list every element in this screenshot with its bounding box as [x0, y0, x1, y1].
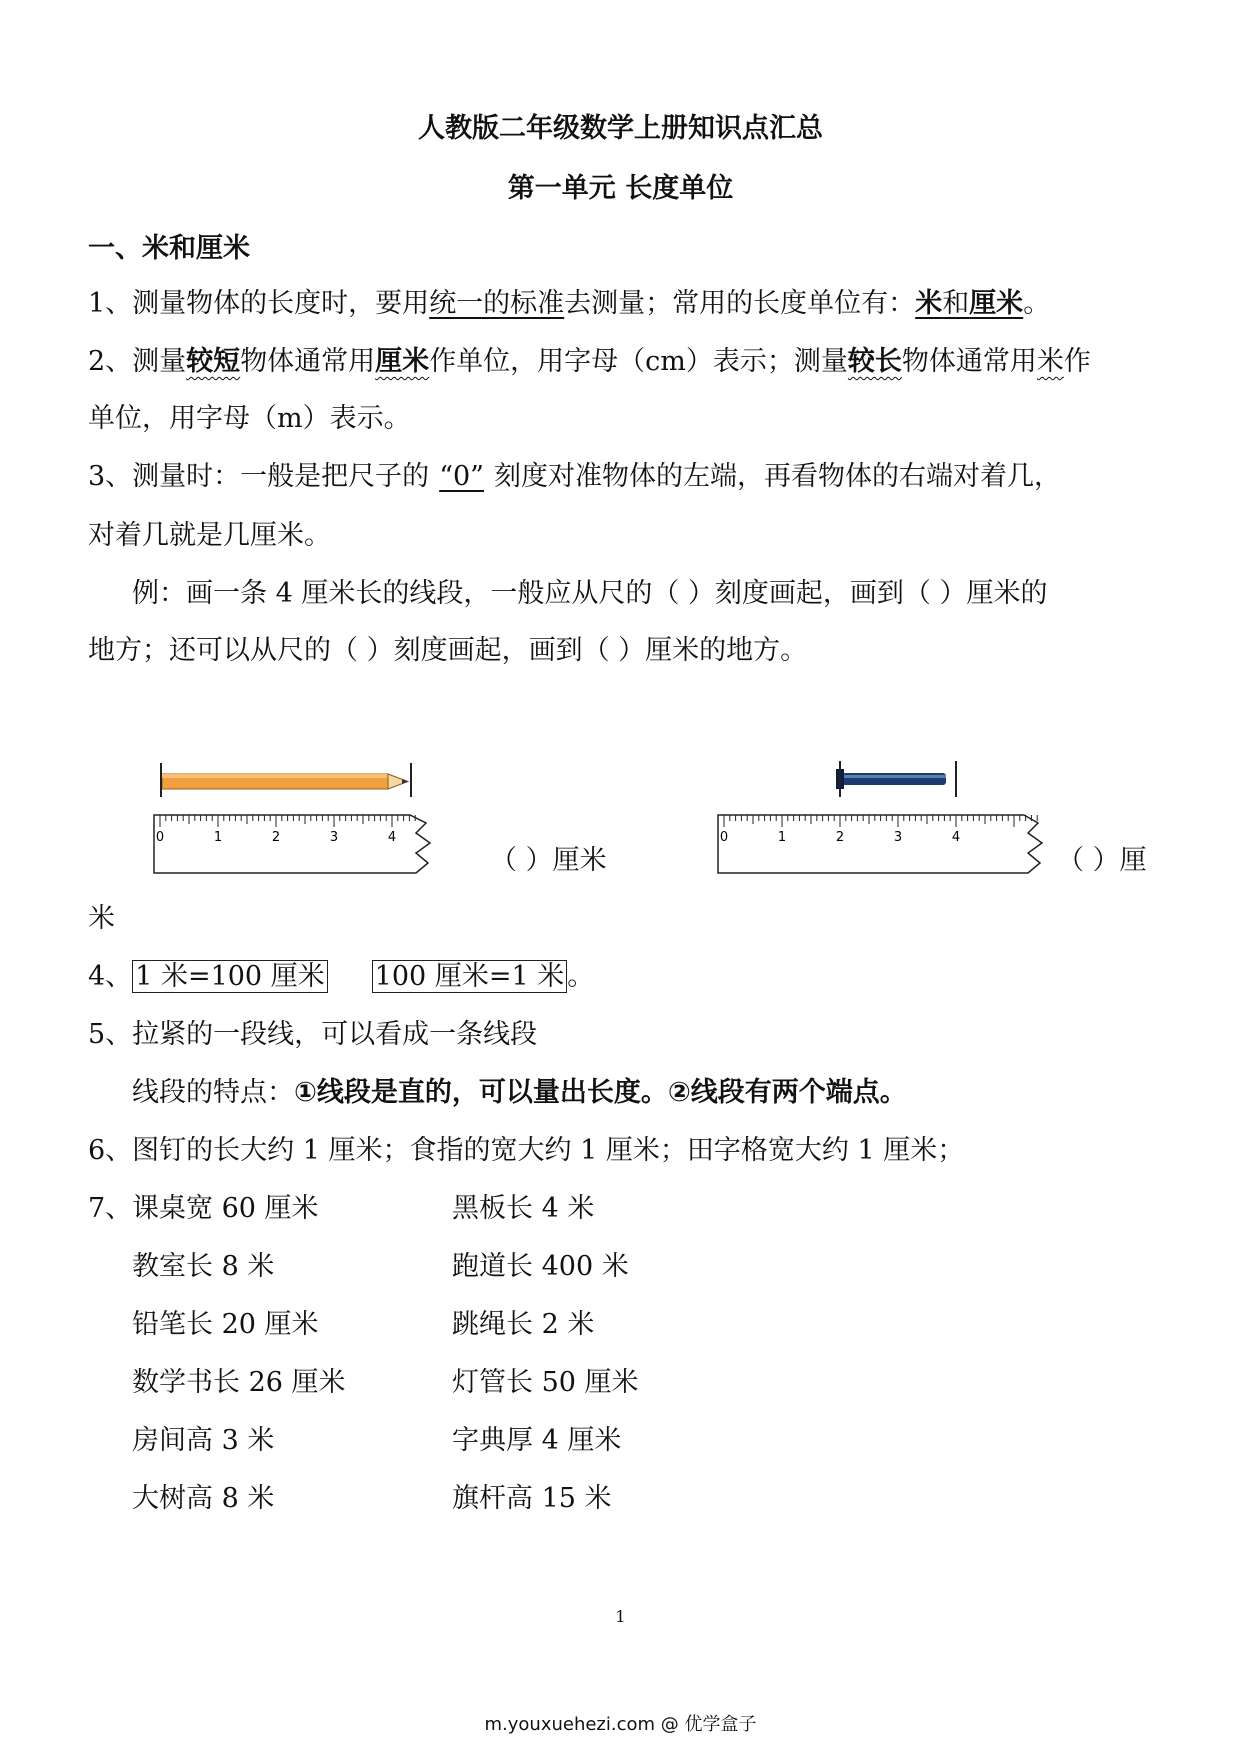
example-line-2: 地方；还可以从尺的（ ）刻度画起，画到（ ）厘米的地方。: [88, 635, 808, 666]
nail-image: [836, 761, 956, 797]
ruler-figure-right: [708, 757, 1048, 875]
document-title: 人教版二年级数学上册知识点汇总: [418, 113, 823, 144]
unit-title: 第一单元 长度单位: [507, 173, 734, 204]
item-2-e: 作: [1063, 346, 1091, 377]
ruler-right-tick-label-2: 2: [835, 830, 845, 845]
footer-watermark: m.youxuehezi.com @ 优学盒子: [484, 1714, 757, 1735]
item-6: 6、图钉的长大约 1 厘米；食指的宽大约 1 厘米；田字格宽大约 1 厘米；: [88, 1135, 965, 1166]
ruler-right-tick-label-4: 4: [951, 830, 961, 845]
item-2-short: 较短: [186, 346, 241, 377]
item-1-mid: 去测量；常用的长度单位有：: [564, 288, 916, 319]
item-4: [88, 960, 594, 994]
item-1-prefix: 1、测量物体的长度时，要用: [88, 288, 430, 319]
segment-features: ①线段是直的，可以量出长度。②线段有两个端点。: [294, 1077, 907, 1108]
item-7-left-1: 教室长 8 米: [132, 1251, 275, 1282]
example-line-1: 例：画一条 4 厘米长的线段，一般应从尺的（ ）刻度画起，画到（ ）厘米的: [132, 578, 1048, 609]
item-2-line-2: 单位，用字母（m）表示。: [88, 403, 411, 434]
item-2-centimeter: 厘米: [375, 346, 430, 377]
item-7-left-0: 课桌宽 60 厘米: [132, 1193, 319, 1224]
conversion-box-1: 1 米=100 厘米: [132, 960, 328, 993]
item-7-right-3: 灯管长 50 厘米: [452, 1367, 639, 1398]
item-7-right-4: 字典厚 4 厘米: [452, 1425, 622, 1456]
item-7-left-2: 铅笔长 20 厘米: [132, 1309, 319, 1340]
item-7-right-2: 跳绳长 2 米: [452, 1309, 595, 1340]
item-5-line-1: 5、拉紧的一段线，可以看成一条线段: [88, 1019, 538, 1050]
item-1-unit-meter: 米: [915, 288, 943, 319]
item-7-prefix: 7、: [88, 1193, 133, 1224]
pencil-image: [161, 763, 411, 797]
item-1-end: 。: [1023, 288, 1051, 319]
page-number: 1: [615, 1607, 626, 1626]
segment-features-label: 线段的特点：: [132, 1077, 294, 1108]
item-4-end: 。: [567, 961, 595, 992]
item-3-a: 3、测量时：一般是把尺子的: [88, 461, 430, 492]
item-3-line-2: 对着几就是几厘米。: [88, 520, 331, 551]
answer-wrap: 米: [88, 903, 115, 934]
section-heading: 一、米和厘米: [88, 233, 250, 264]
item-2-d: 物体通常用: [901, 346, 1037, 377]
ruler-left: [154, 815, 430, 873]
item-2-long: 较长: [847, 346, 902, 377]
ruler-right-tick-label-3: 3: [893, 830, 903, 845]
item-1-underlined: 统一的标准: [429, 288, 565, 319]
ruler-figure-left: [150, 757, 470, 875]
item-2-a: 2、测量: [88, 346, 187, 377]
ruler-left-tick-label-3: 3: [329, 830, 339, 845]
ruler-left-tick-label-1: 1: [213, 830, 223, 845]
ruler-left-tick-label-2: 2: [271, 830, 281, 845]
item-1: [88, 287, 1050, 321]
ruler-right-tick-label-0: 0: [719, 830, 729, 845]
item-7-right-5: 旗杆高 15 米: [452, 1483, 612, 1514]
ruler-left-tick-label-0: 0: [155, 830, 165, 845]
item-7-right-1: 跑道长 400 米: [452, 1251, 629, 1282]
item-3-b: 刻度对准物体的左端，再看物体的右端对着几，: [493, 461, 1061, 492]
right-ruler-answer: （ ）厘: [1057, 845, 1147, 876]
item-7-left-5: 大树高 8 米: [132, 1483, 275, 1514]
conversion-box-2: 100 厘米=1 米: [372, 960, 568, 993]
left-ruler-answer: （ ）厘米: [490, 845, 607, 876]
item-7-right-0: 黑板长 4 米: [452, 1193, 595, 1224]
ruler-right: [718, 815, 1042, 873]
item-4-prefix: 4、: [88, 961, 133, 992]
ruler-left-tick-label-4: 4: [387, 830, 397, 845]
item-2-b: 物体通常用: [240, 346, 376, 377]
item-2-c: 作单位，用字母（cm）表示；测量: [429, 346, 848, 377]
item-1-unit-centimeter: 厘米: [969, 288, 1024, 319]
item-1-and: 和: [942, 288, 970, 319]
ruler-right-tick-label-1: 1: [777, 830, 787, 845]
item-2-line-1: [88, 345, 1091, 379]
item-2-meter: 米: [1036, 346, 1064, 377]
item-7-left-4: 房间高 3 米: [132, 1425, 275, 1456]
item-7-left-3: 数学书长 26 厘米: [132, 1367, 346, 1398]
item-5-line-2: [132, 1076, 907, 1110]
item-3-line-1: [88, 460, 1061, 494]
item-3-zero: “0”: [439, 461, 484, 492]
